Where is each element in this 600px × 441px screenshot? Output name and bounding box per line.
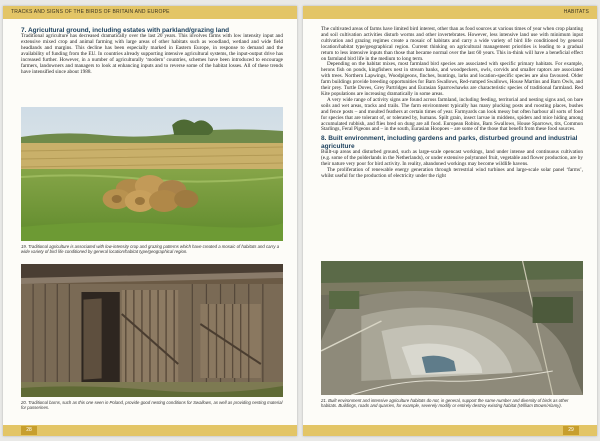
wooden-barn-photo — [21, 264, 283, 397]
section-heading-8: 8. Built environment, including gardens and parks, disturbed ground and industrial agriculture — [321, 135, 578, 150]
caption-21-text: 21. Built environment and intensive agriculture habitats do not, in general, support the same number and diversity of birds as other habitats. Buildings, roads and quarries, for example, severely modify or entirely destroy existing habitat (William Brown/Alamy). — [321, 398, 569, 408]
caption-19-text: 19. Traditional agriculture is associated with low-intensity crop and grazing patterns which have created a mosaic of habitats and carry a wide variety of bird life conditioned by general location/habitat type/geographical region. — [21, 244, 280, 254]
left-footer-band — [3, 425, 297, 436]
right-running-head: HABITATS — [303, 6, 597, 19]
left-page — [3, 6, 297, 436]
caption-19 — [21, 244, 283, 254]
left-running-head: TRACKS AND SIGNS OF THE BIRDS OF BRITAIN AND EUROPE — [3, 6, 297, 19]
right-para-3: A very wide range of activity signs are found across farmland, including feeding, territorial and nesting signs and, on bare soils and wet areas, tracks and trails. The farm environment typically has many plucking posts and roosting places, bushes and fence posts – and moulted feathers at certain times of year. Farmyards can look messy but often harbour all sorts of food for species that are tolerant of, or tolerated by, humans. Spilt grain, insect larvae in middens, spiders and mice hiding among accumulated rubbish, and flies bred on dung are all food. European Robins, Barn Swallows, House Sparrows, tits, Common Starlings, Feral Pigeons and – in the south, Eurasian Hoopoes – are some of the those that benefit from these food sources. — [321, 96, 583, 133]
left-text-column — [21, 27, 283, 76]
caption-21 — [321, 398, 583, 408]
right-page-number: 29 — [563, 426, 579, 435]
hay-bales-photo — [21, 107, 283, 241]
left-page-number: 28 — [21, 426, 37, 435]
right-para-5: The proliferation of renewable energy generation through terrestrial wind turbines and large-scale solar panel ‘farms’, whilst useful for the production of electricity under the right — [321, 166, 583, 179]
right-para-1: The cultivated areas of farms have limited bird interest, other than as food sources at various times of year when crop planting and soil cultivation activities disturb worms and other invertebrates. However, less intensive land use with minimum input cultivation and grazing regimes create a mosaic of habitats and carry a wide variety of bird life conditioned by general location/habitat type/geographical region. Current thinking on agricultural management priorities is leading to a gradual return to less intensive inputs than those that became normal over the last 60 years. This in-think will have a beneficial effect on farmland bird life in the medium to long term. — [321, 26, 583, 62]
caption-20-text: 20. Traditional barns, such as this one seen in Poland, provide good nesting conditions for Swallows, as well as providing nesting material for passerines. — [21, 400, 283, 410]
right-footer-band — [303, 425, 597, 436]
quarry-aerial-photo — [321, 261, 583, 395]
right-text-column — [321, 27, 583, 180]
left-body-text: Traditional agriculture has decreased dramatically over the last 20 years. This involves farms with low intensity input and extensive mixed crop and animal farming with large areas of other habitats such as woodland, wetland and wide field headlands and margins. This decline has been especially marked in Eastern Europe, in response to demand and the availability of funding from the EU. In countries already supporting intensive agricultural systems, the input-output drive has increased further. However, in a number of agriculturally ‘modern’ countries, schemes have been introduced to encourage farmers, landowners and managers to look at enhancing inputs and to reverse some of the habitat losses. All of these trends have intensified since about 1988. — [21, 33, 283, 75]
right-para-4: Built-up areas and disturbed ground, such as large-scale opencast workings, land under intense and continuous cultivation (e.g. some of the polderlands in the Netherlands), or under extensive polytunnel fruit, vegetable and flower production, are by their nature very poor for bird activity. In reality, abandoned workings may become wildlife havens. — [321, 149, 583, 167]
right-para-2: Depending on the habitat mixes, most farmland bird species are associated with specific primary habitats. For example, herons fish on ponds, kingfishers nest in stream banks, and woodpeckers, owls, corvids and smaller raptors are associated with trees. Northern Lapwings, Woodpigeons, finches, buntings, larks and location-specific species are also favoured. Older farm buildings provide breeding opportunities for Barn Swallows, Red-rumped Swallows, House Martins and Barn Owls, and their prey. Turtle Doves, Grey Partridges and Eurasian Sparrowhawks are characteristic species of traditional farmland. Red Kite populations are increasing dramatically in some areas. — [321, 61, 583, 97]
section-heading-7: 7. Agricultural ground, including estates with parkland/grazing land — [21, 27, 230, 34]
caption-20 — [21, 400, 283, 410]
right-page — [303, 6, 597, 436]
